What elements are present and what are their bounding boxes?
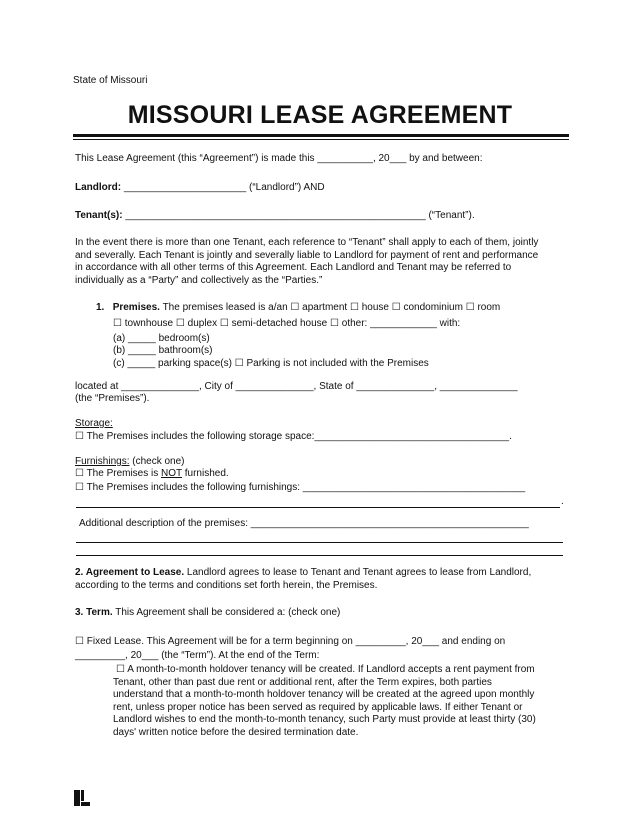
- state-label: State of Missouri: [73, 75, 148, 86]
- not-furnished-text: ☐ The Premises is: [75, 468, 162, 479]
- landlord-blank[interactable]: ______________________ (“Landlord”) AND: [123, 182, 325, 193]
- agreement-line-2: according to the terms and conditions set forth herein, the Premises.: [75, 580, 378, 591]
- paragraph-line: In the event there is more than one Tenant, each reference to “Tenant” shall apply to each of them, jointly: [75, 237, 539, 248]
- lawdistrict-logo-icon: [74, 790, 90, 806]
- holdover-option[interactable]: ☐ A month-to-month holdover tenancy will be created. If Landlord accepts a rent payment from: [116, 664, 535, 675]
- furnishings-period: .: [561, 496, 564, 507]
- holdover-paragraph: [113, 664, 536, 740]
- located-line[interactable]: located at ______________, City of ______________, State of ______________, ______________: [75, 381, 518, 392]
- intro-line: This Lease Agreement (this “Agreement”) is made this __________, 20___ by and between:: [75, 153, 483, 164]
- furnishings-heading: [75, 456, 185, 469]
- term-heading: 3. Term.: [75, 607, 113, 618]
- holdover-line: understand that a month-to-month holdover tenancy will be created at the agreed upon monthly: [113, 689, 535, 701]
- additional-description-line[interactable]: Additional description of the premises: __________________________________________________: [79, 518, 529, 529]
- tenant-blank[interactable]: ______________________________________________________ (“Tenant”).: [125, 210, 475, 221]
- not-furnished-option[interactable]: [75, 468, 229, 481]
- tenant-line: [75, 210, 475, 223]
- landlord-label: Landlord:: [75, 182, 122, 193]
- agreement-text: Landlord agrees to lease to Tenant and Tenant agrees to lease from Landlord,: [184, 567, 532, 578]
- not-emphasis: NOT: [161, 468, 182, 479]
- title-rule-thin: [73, 139, 569, 140]
- fixed-lease-line-2[interactable]: _________, 20___ (the “Term”). At the end of the Term:: [75, 650, 320, 661]
- landlord-line: [75, 182, 325, 195]
- premises-heading: Premises.: [112, 302, 160, 313]
- paragraph-line: individually as a “Party” and collectively as the “Parties.”: [75, 274, 323, 286]
- title-rule-thick: [73, 134, 569, 137]
- storage-label: Storage:: [75, 418, 113, 429]
- term-text: This Agreement shall be considered a: (check one): [112, 607, 341, 618]
- term-line: [75, 607, 340, 620]
- parking-line[interactable]: (c) _____ parking space(s) ☐ Parking is not included with the Premises: [113, 358, 429, 369]
- premises-number: 1.: [96, 302, 105, 313]
- agreement-line-1: [75, 567, 531, 580]
- bedrooms-line[interactable]: (a) _____ bedroom(s): [113, 333, 210, 344]
- not-furnished-end: furnished.: [181, 468, 229, 479]
- additional-blank-line-2[interactable]: [76, 555, 563, 556]
- holdover-line: Landlord wishes to end the month-to-month tenancy, such Party must provide at least thirty (30): [113, 714, 536, 726]
- document-title: MISSOURI LEASE AGREEMENT: [127, 101, 513, 129]
- storage-line[interactable]: ☐ The Premises includes the following storage space:___________________________________.: [75, 431, 512, 442]
- fixed-lease-line-1[interactable]: ☐ Fixed Lease. This Agreement will be for a term beginning on _________, 20___ and ending on: [75, 636, 506, 647]
- additional-blank-line-1[interactable]: [76, 542, 563, 543]
- premises-type-options[interactable]: The premises leased is a/an ☐ apartment ☐ house ☐ condominium ☐ room: [162, 302, 501, 313]
- paragraph-line: and severally. Each Tenant is jointly and severally liable to Landlord for payment of rent and performance: [75, 249, 539, 261]
- holdover-line: Tenant, other than past due rent or additional rent, after the Term expires, both parties: [113, 676, 492, 688]
- premises-line-1: [96, 302, 500, 315]
- paragraph-line: in accordance with all other terms of this Agreement. Each Landlord and Tenant may be referred to: [75, 262, 512, 274]
- furnishings-option[interactable]: ☐ The Premises includes the following furnishings: ________________________________________: [75, 482, 526, 493]
- agreement-heading: 2. Agreement to Lease.: [75, 567, 185, 578]
- the-premises-line: (the “Premises”).: [75, 393, 150, 404]
- furnishings-blank-line[interactable]: [76, 507, 560, 508]
- tenant-label: Tenant(s):: [75, 210, 123, 221]
- bathrooms-line[interactable]: (b) _____ bathroom(s): [113, 345, 213, 356]
- holdover-line: days' written notice before the desired termination date.: [113, 726, 359, 738]
- premises-line-2[interactable]: ☐ townhouse ☐ duplex ☐ semi-detached house ☐ other: ____________ with:: [113, 318, 461, 329]
- storage-heading: [75, 418, 113, 431]
- furnishings-label: Furnishings:: [75, 456, 130, 467]
- furnishings-check-one: (check one): [129, 456, 185, 467]
- holdover-line: rent, unless proper notice has been served as required by applicable laws. If either Tenant or: [113, 701, 523, 713]
- multi-tenant-paragraph: [75, 237, 538, 287]
